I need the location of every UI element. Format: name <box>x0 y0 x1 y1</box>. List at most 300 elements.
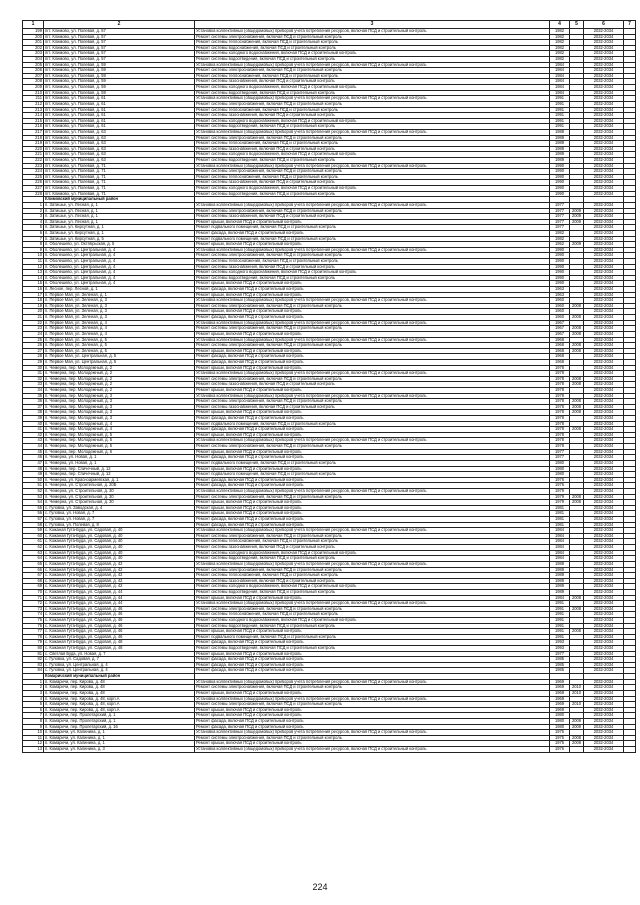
table-cell: 1952 <box>550 242 570 248</box>
table-cell: 2032-2034 <box>584 640 624 646</box>
table-cell: с. Кожаная Гута-Буда, ул. Садовая, д. 44 <box>44 601 195 607</box>
table-cell: Ремонт системы теплоснабжения, включая ПСД и строительный контроль <box>195 73 550 79</box>
table-cell: 6 <box>23 230 44 236</box>
table-cell: 1976 <box>550 477 570 483</box>
table-cell: 59 <box>23 528 44 534</box>
table-cell: 2032-2034 <box>584 690 624 696</box>
table-cell: пгт. Климово, ул. Полевая, д. 59 <box>44 79 195 85</box>
table-cell: 1960 <box>550 303 570 309</box>
table-cell: 2032-2034 <box>584 522 624 528</box>
table-cell: 1991 <box>550 601 570 607</box>
table-cell: 73 <box>23 606 44 612</box>
table-cell: 1978 <box>550 382 570 388</box>
table-cell: Установка коллективных (общедомовых) приборов учета потребления ресурсов, включая ПСД и строительный контроль <box>195 320 550 326</box>
table-cell: 1991 <box>550 634 570 640</box>
table-cell: 35 <box>23 393 44 399</box>
table-cell: с. Кожаная Гута-Буда, ул. Садовая, д. 42 <box>44 573 195 579</box>
table-cell: 1978 <box>550 438 570 444</box>
table-cell: 2032-2034 <box>584 707 624 713</box>
table-cell: п. Первое Мая, ул. Зеленая, д. 4 <box>44 326 195 332</box>
table-cell: 2032-2034 <box>584 455 624 461</box>
table-cell: 2032-2034 <box>584 253 624 259</box>
table-cell: Ремонт фасада, включая ПСД и строительный контроль <box>195 455 550 461</box>
table-cell: 27 <box>23 348 44 354</box>
table-cell: 2032-2034 <box>584 432 624 438</box>
table-cell: Ремонт крыши, включая ПСД и строительный контроль <box>195 713 550 719</box>
table-cell: 1968 <box>550 343 570 349</box>
table-cell: 2009 <box>570 208 584 214</box>
table-cell: 2032-2034 <box>584 466 624 472</box>
table-cell: п. Первое Мая, ул. Зеленая, д. 3 <box>44 303 195 309</box>
table-cell: 1989 <box>550 129 570 135</box>
table-cell: п. Комаричи, пер. Кирова, д. 48, корп.А <box>44 696 195 702</box>
table-cell: 57 <box>23 517 44 523</box>
table-cell: Ремонт системы электроснабжения, включая ПСД и строительный контроль <box>195 606 550 612</box>
table-cell: 71 <box>23 595 44 601</box>
table-cell: 72 <box>23 601 44 607</box>
table-cell: Ремонт крыши, включая ПСД и строительный контроль <box>195 466 550 472</box>
table-cell: 1969 <box>550 702 570 708</box>
table-cell: Ремонт подвального помещения, включая ПСД и строительный контроль <box>195 472 550 478</box>
table-cell: п. Лесное, пер. Лесной, д. 1 <box>44 287 195 293</box>
table-cell: 12 <box>23 741 44 747</box>
table-cell: 1991 <box>550 96 570 102</box>
table-cell: Ремонт системы теплоснабжения, включая ПСД и строительный контроль <box>195 174 550 180</box>
table-cell: Установка коллективных (общедомовых) приборов учета потребления ресурсов, включая ПСД и строительный контроль <box>195 298 550 304</box>
table-cell: 1991 <box>550 606 570 612</box>
table-cell: 2032-2034 <box>584 258 624 264</box>
table-cell: 224 <box>23 169 44 175</box>
table-cell: 2032-2034 <box>584 556 624 562</box>
table-cell: Ремонт фасада, включая ПСД и строительный контроль <box>195 724 550 730</box>
table-cell: 1991 <box>550 101 570 107</box>
table-cell: Ремонт подвального помещения, включая ПСД и строительный контроль <box>195 634 550 640</box>
table-cell: 21 <box>23 315 44 321</box>
table-cell: п. Чемерна, пер. Молодежный, д. 5 <box>44 438 195 444</box>
table-cell: 1960 <box>550 309 570 315</box>
table-cell: п. Чемерна, пер. Молодежный, д. 3 <box>44 393 195 399</box>
table-cell: пгт. Климово, ул. Полевая, д. 57 <box>44 57 195 63</box>
table-cell: 2032-2034 <box>584 96 624 102</box>
table-cell: 2032-2034 <box>584 57 624 63</box>
table-cell: п. Чемерна, пер. Молодежный, д. 4 <box>44 427 195 433</box>
table-cell: с. Кожаная Гута-Буда, ул. Садовая, д. 46 <box>44 617 195 623</box>
table-cell: 2032-2034 <box>584 101 624 107</box>
table-cell: 62 <box>23 545 44 551</box>
table-cell: п. Комаричи, ул. Калинина, д. 1 <box>44 735 195 741</box>
table-cell: п. Затишье, ул. Лесная, д. 1 <box>44 219 195 225</box>
table-cell: Ремонт фасада, включая ПСД и строительный контроль <box>195 315 550 321</box>
table-cell: 45 <box>23 449 44 455</box>
table-cell: 1968 <box>550 359 570 365</box>
table-cell: 2032-2034 <box>584 472 624 478</box>
table-cell: Ремонт подвального помещения, включая ПСД и строительный контроль <box>195 421 550 427</box>
table-cell: 2032-2034 <box>584 668 624 674</box>
table-cell: 1989 <box>550 158 570 164</box>
table-cell: с. Гуловка, ул. Заводская, д. 4 <box>44 505 195 511</box>
table-cell: 1977 <box>550 208 570 214</box>
table-cell: 1989 <box>550 584 570 590</box>
table-cell: 2032-2034 <box>584 129 624 135</box>
table-cell: 1981 <box>550 511 570 517</box>
works-table <box>22 20 636 753</box>
table-cell: п. Оболешево, ул. Октябрьская, д. 5 <box>44 242 195 248</box>
table-cell: 200 <box>23 34 44 40</box>
table-cell: 84 <box>23 668 44 674</box>
table-cell: 208 <box>23 79 44 85</box>
header-cell: 7 <box>624 21 636 29</box>
table-cell: 1990 <box>550 270 570 276</box>
table-cell: п. Оболешево, ул. Центральная, д. 4 <box>44 253 195 259</box>
table-cell: Ремонт системы водоотведения, включая ПСД и строительный контроль <box>195 57 550 63</box>
table-cell: п. Первое Мая, ул. Зеленая, д. 4 <box>44 320 195 326</box>
table-cell: 2032-2034 <box>584 427 624 433</box>
table-cell: Ремонт системы электроснабжения, включая ПСД и строительный контроль <box>195 68 550 74</box>
table-cell: Ремонт системы газоснабжения, включая ПСД и строительный контроль <box>195 264 550 270</box>
table-cell: Ремонт системы газоснабжения, включая ПСД и строительный контроль <box>195 146 550 152</box>
table-cell: 1963 <box>550 287 570 293</box>
table-cell: 49 <box>23 472 44 478</box>
table-cell: с. Гуловка, ул. Новая, д. 7 <box>44 511 195 517</box>
table-cell: Ремонт системы водоотведения, включая ПСД и строительный контроль <box>195 589 550 595</box>
table-cell: 1990 <box>550 258 570 264</box>
table-cell: Ремонт фасада, включая ПСД и строительный контроль <box>195 522 550 528</box>
table-cell: 2032-2034 <box>584 191 624 197</box>
table-cell: 2032-2034 <box>584 634 624 640</box>
table-cell: 1990 <box>550 180 570 186</box>
table-cell: Ремонт подвального помещения, включая ПСД и строительный контроль <box>195 236 550 242</box>
table-cell: п. Комаричи, пер. Кирова, д. 48, корп.А <box>44 702 195 708</box>
table-cell: 1991 <box>550 617 570 623</box>
table-cell: Установка коллективных (общедомовых) приборов учета потребления ресурсов, включая ПСД и строительный контроль <box>195 371 550 377</box>
table-cell: п. Чемерна, ул. Строительная, д. 30 <box>44 494 195 500</box>
table-cell: 2032-2034 <box>584 107 624 113</box>
table-cell: пгт. Климово, ул. Полевая, д. 63 <box>44 129 195 135</box>
table-cell: п. Комаричи, пер. Кирова, д. 48 <box>44 685 195 691</box>
table-cell: 1990 <box>550 174 570 180</box>
table-cell: 1989 <box>550 589 570 595</box>
table-cell: 2032-2034 <box>584 124 624 130</box>
table-cell: 2032-2034 <box>584 376 624 382</box>
table-cell: с. Кожаная Гута-Буда, ул. Садовая, д. 48 <box>44 646 195 652</box>
table-cell: 2032-2034 <box>584 34 624 40</box>
table-cell: пгт. Климово, ул. Полевая, д. 63 <box>44 135 195 141</box>
table-cell: Ремонт системы водоотведения, включая ПСД и строительный контроль <box>195 158 550 164</box>
table-cell: 76 <box>23 623 44 629</box>
table-cell: 78 <box>23 634 44 640</box>
table-cell: 1984 <box>550 73 570 79</box>
table-cell: Установка коллективных (общедомовых) приборов учета потребления ресурсов, включая ПСД и строительный контроль <box>195 163 550 169</box>
table-cell: 2032-2034 <box>584 662 624 668</box>
table-cell: 2032-2034 <box>584 601 624 607</box>
table-cell: Ремонт фасада, включая ПСД и строительный контроль <box>195 657 550 663</box>
header-cell: 3 <box>195 21 550 29</box>
table-cell: 216 <box>23 124 44 130</box>
table-cell: Установка коллективных (общедомовых) приборов учета потребления ресурсов, включая ПСД и строительный контроль <box>195 528 550 534</box>
table-cell: Установка коллективных (общедомовых) приборов учета потребления ресурсов, включая ПСД и строительный контроль <box>195 561 550 567</box>
table-cell: Ремонт системы холодного водоснабжения, включая ПСД и строительный контроль <box>195 584 550 590</box>
table-cell: п. Затишье, ул. Лесная, д. 1 <box>44 202 195 208</box>
table-cell: Ремонт системы электроснабжения, включая ПСД и строительный контроль <box>195 399 550 405</box>
table-cell: 2032-2034 <box>584 477 624 483</box>
table-cell: 83 <box>23 662 44 668</box>
table-cell: 2032-2034 <box>584 62 624 68</box>
table-cell: 10 <box>23 253 44 259</box>
table-cell: 24 <box>23 331 44 337</box>
table-cell: 42 <box>23 432 44 438</box>
table-cell: Установка коллективных (общедомовых) приборов учета потребления ресурсов, включая ПСД и строительный контроль <box>195 337 550 343</box>
table-cell: 2032-2034 <box>584 539 624 545</box>
table-cell: п. Чемерна, ул. Строительная, д. 30 <box>44 488 195 494</box>
table-cell: 1984 <box>550 550 570 556</box>
table-cell: Ремонт системы электроснабжения, включая ПСД и строительный контроль <box>195 444 550 450</box>
table-cell: Ремонт системы электроснабжения, включая ПСД и строительный контроль <box>195 567 550 573</box>
table-cell: 2032-2034 <box>584 449 624 455</box>
table-cell: 1978 <box>550 410 570 416</box>
table-cell: 52 <box>23 488 44 494</box>
table-cell: Ремонт крыши, включая ПСД и строительный контроль <box>195 707 550 713</box>
table-cell: Ремонт системы водоотведения, включая ПСД и строительный контроль <box>195 124 550 130</box>
table-cell: 2032-2034 <box>584 550 624 556</box>
table-cell: п. Затишье, ул. Кирсутная, д. 1 <box>44 225 195 231</box>
table-cell: 1989 <box>550 146 570 152</box>
table-cell: 1978 <box>550 432 570 438</box>
table-cell: Установка коллективных (общедомовых) приборов учета потребления ресурсов, включая ПСД и строительный контроль <box>195 62 550 68</box>
table-cell: 2032-2034 <box>584 186 624 192</box>
table-cell: 1984 <box>550 595 570 601</box>
table-cell: 1984 <box>550 545 570 551</box>
table-cell: 29 <box>23 359 44 365</box>
table-cell: 1982 <box>550 45 570 51</box>
table-cell: 1990 <box>550 281 570 287</box>
table-cell: 2032-2034 <box>584 225 624 231</box>
table-cell: п. Чемерна, ул. Новая, д. 1 <box>44 455 195 461</box>
table-cell: 2032-2034 <box>584 460 624 466</box>
table-cell: 4 <box>23 219 44 225</box>
table-cell: п. Чемерна, пер. Молодежный, д. 5 <box>44 444 195 450</box>
table-cell: п. Оболешево, ул. Центральная, д. 4 <box>44 281 195 287</box>
table-cell: с. Кожаная Гута-Буда, ул. Садовая, д. 40 <box>44 556 195 562</box>
table-cell: 1991 <box>550 124 570 130</box>
table-cell: 2032-2034 <box>584 331 624 337</box>
table-cell: 1982 <box>550 51 570 57</box>
table-cell: 2032-2034 <box>584 713 624 719</box>
table-cell: Ремонт системы теплоснабжения, включая ПСД и строительный контроль <box>195 539 550 545</box>
table-cell: п. Оболешево, ул. Центральная, д. 4 <box>44 264 195 270</box>
table-cell: 2 <box>23 208 44 214</box>
table-cell: Ремонт системы газоснабжения, включая ПСД и строительный контроль <box>195 79 550 85</box>
table-cell: 2032-2034 <box>584 113 624 119</box>
table-cell: пгт. Климово, ул. Полевая, д. 63 <box>44 158 195 164</box>
table-cell: Установка коллективных (общедомовых) приборов учета потребления ресурсов, включая ПСД и строительный контроль <box>195 679 550 685</box>
table-cell: 1967 <box>550 320 570 326</box>
table-cell: пгт. Климово, ул. Полевая, д. 61 <box>44 96 195 102</box>
table-cell: 75 <box>23 617 44 623</box>
table-cell: Ремонт крыши, включая ПСД и строительный контроль <box>195 309 550 315</box>
table-cell: 2032-2034 <box>584 747 624 753</box>
table-cell: п. Первое Мая, ул. Зеленая, д. 5 <box>44 343 195 349</box>
table-cell: п. Чемерна, пер. Молодежный, д. 2 <box>44 371 195 377</box>
table-cell: пгт. Климово, ул. Полевая, д. 59 <box>44 85 195 91</box>
table-cell: 1984 <box>550 90 570 96</box>
table-cell: 1977 <box>550 449 570 455</box>
table-cell: 2010 <box>570 685 584 691</box>
table-cell: 2032-2034 <box>584 444 624 450</box>
table-cell: п. Первое Мая, ул. Зеленая, д. 5 <box>44 348 195 354</box>
table-cell: 2032-2034 <box>584 348 624 354</box>
table-cell: Ремонт системы холодного водоснабжения, включая ПСД и строительный контроль <box>195 617 550 623</box>
table-cell: 44 <box>23 444 44 450</box>
table-cell: 58 <box>23 522 44 528</box>
table-cell: 1981 <box>550 522 570 528</box>
table-cell: с. Кожаная Гута-Буда, ул. Садовая, д. 42 <box>44 584 195 590</box>
table-cell: Ремонт крыши, включая ПСД и строительный контроль <box>195 629 550 635</box>
table-cell: 2032-2034 <box>584 79 624 85</box>
table-cell: пгт. Климово, ул. Полевая, д. 71 <box>44 180 195 186</box>
table-cell: пгт. Климово, ул. Полевая, д. 61 <box>44 107 195 113</box>
table-cell: 2008 <box>570 500 584 506</box>
table-cell: 1976 <box>550 483 570 489</box>
table-cell: 74 <box>23 612 44 618</box>
table-cell: 1990 <box>550 169 570 175</box>
header-cell: 2 <box>44 21 195 29</box>
table-cell: п. Чемерна, пер. Молодежный, д. 2 <box>44 382 195 388</box>
table-cell: 1984 <box>550 539 570 545</box>
table-cell: Ремонт фасада, включая ПСД и строительный контроль <box>195 359 550 365</box>
table-cell: Ремонт системы теплоснабжения, включая ПСД и строительный контроль <box>195 107 550 113</box>
table-cell: 204 <box>23 57 44 63</box>
table-cell: 215 <box>23 118 44 124</box>
table-cell: 2032-2034 <box>584 382 624 388</box>
table-cell: 1984 <box>550 556 570 562</box>
table-cell: п. Комаричи, ул. Калинина, д. 3 <box>44 747 195 753</box>
table-cell: 217 <box>23 129 44 135</box>
table-cell: 2032-2034 <box>584 595 624 601</box>
table-cell: 1990 <box>550 253 570 259</box>
table-cell: Ремонт системы электроснабжения, включая ПСД и строительный контроль <box>195 253 550 259</box>
table-cell: п. Чемерна, пер. Молодежный, д. 3 <box>44 416 195 422</box>
table-cell: пгт. Климово, ул. Полевая, д. 63 <box>44 141 195 147</box>
table-cell: 2032-2034 <box>584 152 624 158</box>
table-cell: Ремонт системы водоотведения, включая ПСД и строительный контроль <box>195 191 550 197</box>
table-cell <box>624 747 636 753</box>
table-cell: с. Гуловка, ул. Новая, д. 7 <box>44 517 195 523</box>
table-cell: 22 <box>23 320 44 326</box>
table-cell: Ремонт системы водоснабжения, включая ПСД и строительный контроль <box>195 45 550 51</box>
table-cell: 3 <box>23 690 44 696</box>
table-cell: 6 <box>23 707 44 713</box>
table-cell: 2032-2034 <box>584 202 624 208</box>
table-cell: 2032-2034 <box>584 51 624 57</box>
table-cell: с. Светлая Буда, ул. Новая, д. 7 <box>44 651 195 657</box>
table-cell: 2032-2034 <box>584 270 624 276</box>
table-cell: Ремонт системы электроснабжения, включая ПСД и строительный контроль <box>195 702 550 708</box>
table-cell: 2032-2034 <box>584 735 624 741</box>
header-cell: 6 <box>584 21 624 29</box>
table-cell: 69 <box>23 584 44 590</box>
table-cell: 12 <box>23 264 44 270</box>
table-cell: п. Чемерна, пер. Молодежный, д. 3 <box>44 399 195 405</box>
table-cell: 5 <box>23 702 44 708</box>
table-cell: Ремонт системы электроснабжения, включая ПСД и строительный контроль <box>195 326 550 332</box>
table-cell: 1960 <box>550 298 570 304</box>
table-cell: 214 <box>23 113 44 119</box>
table-cell: 1977 <box>550 219 570 225</box>
table-cell: Ремонт системы электроснабжения, включая ПСД и строительный контроль <box>195 735 550 741</box>
table-cell: 1978 <box>550 371 570 377</box>
table-cell: 1980 <box>550 718 570 724</box>
table-cell: 2032-2034 <box>584 567 624 573</box>
table-cell: 16 <box>23 287 44 293</box>
table-cell: п. Оболешево, ул. Центральная, д. 4 <box>44 270 195 276</box>
table-cell: Ремонт фасада, включая ПСД и строительный контроль <box>195 640 550 646</box>
table-cell: 2032-2034 <box>584 589 624 595</box>
table-cell: 1991 <box>550 113 570 119</box>
table-cell: 2008 <box>570 629 584 635</box>
table-cell: 43 <box>23 438 44 444</box>
table-cell: 2009 <box>570 219 584 225</box>
table-cell: 212 <box>23 101 44 107</box>
table-cell: 2008 <box>570 376 584 382</box>
table-cell: п. Чемерна, пер. Молодежный, д. 2 <box>44 365 195 371</box>
table-cell: Ремонт системы теплоснабжения, включая ПСД и строительный контроль <box>195 40 550 46</box>
table-cell: 1969 <box>550 679 570 685</box>
table-cell: 2009 <box>570 214 584 220</box>
table-cell: 2032-2034 <box>584 275 624 281</box>
table-cell: 36 <box>23 399 44 405</box>
table-cell: п. Оболешево, ул. Центральная, д. 4 <box>44 258 195 264</box>
table-cell: 60 <box>23 533 44 539</box>
table-cell: 50 <box>23 477 44 483</box>
table-cell: Ремонт фасада, включая ПСД и строительный контроль <box>195 287 550 293</box>
table-cell: 2032-2034 <box>584 410 624 416</box>
table-cell: п. Чемерна, ул. Строительная, д. 20Б <box>44 483 195 489</box>
table-cell: п. Первое Мая, ул. Зеленая, д. 3 <box>44 298 195 304</box>
table-cell: Ремонт системы водоотведения, включая ПСД и строительный контроль <box>195 646 550 652</box>
table-cell: 1 <box>23 202 44 208</box>
table-cell: 223 <box>23 163 44 169</box>
table-cell: 2032-2034 <box>584 718 624 724</box>
table-cell: 1984 <box>550 62 570 68</box>
table-cell: 1 <box>23 679 44 685</box>
table-cell: Ремонт системы газоснабжения, включая ПСД и строительный контроль <box>195 180 550 186</box>
table-cell: 1980 <box>550 724 570 730</box>
table-cell: 2032-2034 <box>584 169 624 175</box>
table-cell: с. Кожаная Гута-Буда, ул. Садовая, д. 44 <box>44 595 195 601</box>
table-cell: 1990 <box>550 191 570 197</box>
table-cell: 2032-2034 <box>584 73 624 79</box>
table-cell: 2032-2034 <box>584 651 624 657</box>
table-cell: 2032-2034 <box>584 326 624 332</box>
table-cell: 2032-2034 <box>584 438 624 444</box>
table-cell: 2008 <box>570 494 584 500</box>
table-cell: 2032-2034 <box>584 219 624 225</box>
table-cell: 1985 <box>550 657 570 663</box>
table-cell: 2032-2034 <box>584 354 624 360</box>
table-cell: пгт. Климово, ул. Полевая, д. 63 <box>44 146 195 152</box>
table-cell: 2032-2034 <box>584 528 624 534</box>
table-cell: п. Чемерна, пер. Молодежный, д. 2 <box>44 376 195 382</box>
table-cell: 2032-2034 <box>584 533 624 539</box>
table-cell: пгт. Климово, ул. Полевая, д. 57 <box>44 34 195 40</box>
table-cell: п. Комаричи, пер. Кирова, д. 48 <box>44 690 195 696</box>
table-cell: п. Затишье, ул. Кирсутная, д. 5 <box>44 236 195 242</box>
table-cell: 1982 <box>550 40 570 46</box>
table-cell: 25 <box>23 337 44 343</box>
table-body <box>23 21 636 753</box>
table-cell: 1990 <box>550 247 570 253</box>
table-cell: с. Кожаная Гута-Буда, ул. Садовая, д. 42 <box>44 567 195 573</box>
